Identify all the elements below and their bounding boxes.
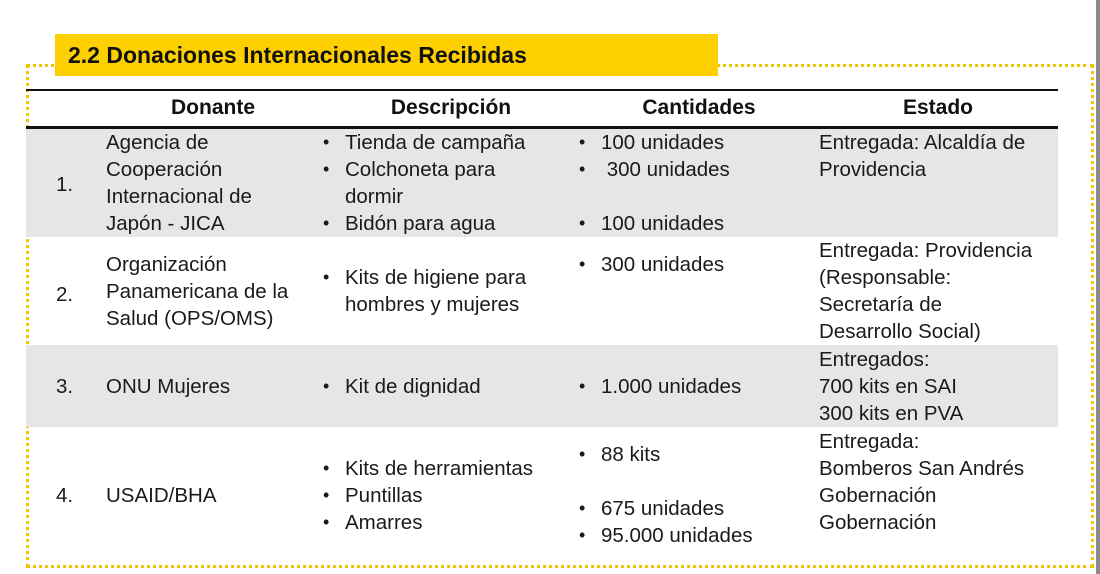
donor-line: USAID/BHA [106, 484, 217, 507]
status-line: Gobernación [819, 484, 937, 507]
header-donante: Donante [171, 96, 255, 119]
status-line: Secretaría de [819, 293, 943, 316]
description-item: • Puntillas [345, 482, 423, 509]
donor-line: Organización [106, 253, 227, 276]
status-line: (Responsable: [819, 266, 952, 289]
description-item: • Tienda de campaña [345, 129, 525, 156]
status-line: Desarrollo Social) [819, 320, 981, 343]
quantity-item: • 300 unidades [601, 251, 724, 278]
status-line: Entregada: [819, 430, 920, 453]
status-line: 700 kits en SAI [819, 375, 957, 398]
status-line: 300 kits en PVA [819, 402, 964, 425]
quantity-item: • 100 unidades [601, 210, 724, 237]
status-line: Entregados: [819, 348, 930, 371]
row-number: 2. [56, 283, 74, 306]
donor-line: Japón - JICA [106, 212, 225, 235]
donor-line: Salud (OPS/OMS) [106, 307, 274, 330]
description-item: • Amarres [345, 509, 422, 536]
donor-line: Cooperación [106, 158, 223, 181]
status-line: Providencia [819, 158, 927, 181]
quantity-item: • 88 kits [601, 441, 660, 468]
status-line: Bomberos San Andrés [819, 457, 1025, 480]
donor-line: Panamericana de la [106, 280, 289, 303]
row-number: 4. [56, 484, 74, 507]
donor-line: ONU Mujeres [106, 375, 231, 398]
header-top-rule [26, 89, 1058, 91]
status-line: Entregada: Providencia [819, 239, 1033, 262]
status-line: Gobernación [819, 511, 937, 534]
description-item: • Colchoneta para [345, 156, 495, 183]
description-item: • Kits de higiene para [345, 264, 526, 291]
description-item: • Kits de herramientas [345, 455, 533, 482]
description-item: • Bidón para agua [345, 210, 495, 237]
row-number: 1. [56, 173, 74, 196]
header-estado: Estado [902, 96, 973, 119]
quantity-item: • 675 unidades [601, 495, 724, 522]
window-edge [1096, 0, 1100, 574]
donor-line: Agencia de [106, 131, 209, 154]
status-line: Entregada: Alcaldía de [819, 131, 1026, 154]
quantity-item: • 1.000 unidades [601, 373, 741, 400]
header-descripcion: Descripción [390, 96, 512, 119]
donor-line: Internacional de [106, 185, 252, 208]
description-item-continued: dormir [345, 185, 404, 208]
description-item-continued: hombres y mujeres [345, 293, 520, 316]
section-title: 2.2 Donaciones Internacionales Recibidas [55, 34, 718, 76]
row-number: 3. [56, 375, 74, 398]
quantity-item: • 100 unidades [601, 129, 724, 156]
quantity-item: • 300 unidades [601, 156, 730, 183]
quantity-item: • 95.000 unidades [601, 522, 753, 549]
description-item: • Kit de dignidad [345, 373, 481, 400]
header-cantidades: Cantidades [642, 96, 756, 119]
